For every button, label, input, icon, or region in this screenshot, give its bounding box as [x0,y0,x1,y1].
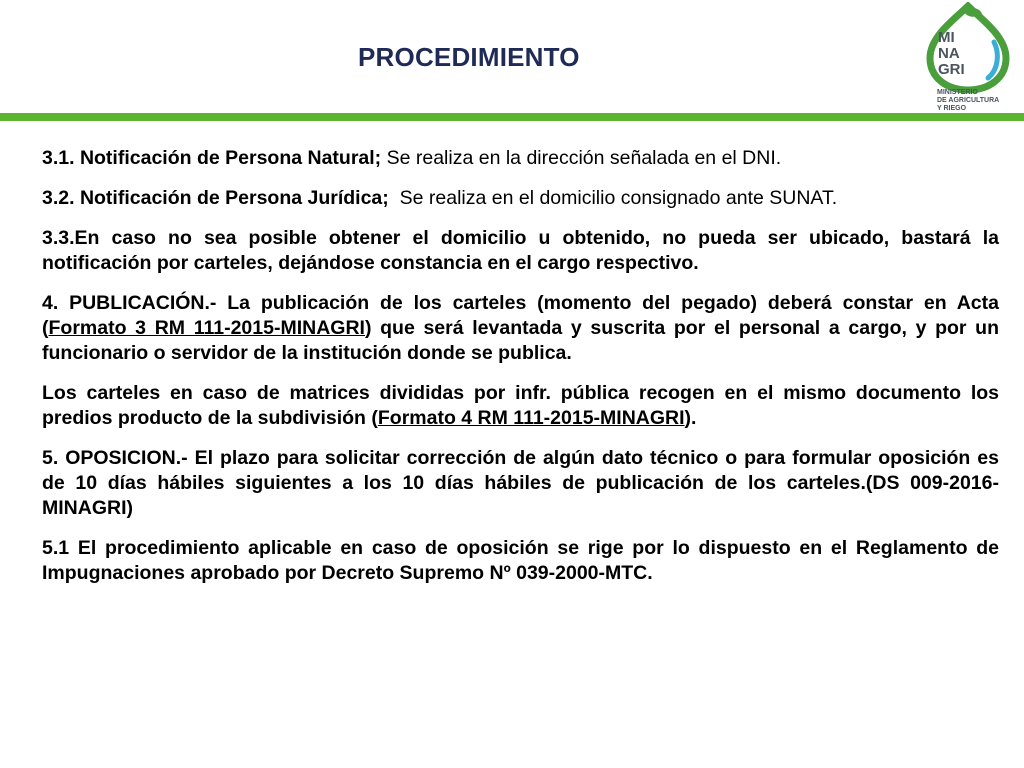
paragraph-3-1 [42,146,999,171]
paragraph-3-3: 3.3.En caso no sea posible obtener el domicilio u obtenido, no pueda ser ubicado, bastará la notificación por carteles, dejándose constancia en el cargo respectivo. [42,227,999,274]
paragraph-4-text-a: 4. PUBLICACIÓN.- La publicación de los carteles (momento del pegado) deberá constar en Acta ( [42,292,999,339]
green-divider [0,113,1024,121]
paragraph-4-text-b: ) que será levantada y suscrita por el personal a cargo, y por un funcionario o servidor de la institución donde se publica. [42,317,1000,364]
logo-sub-2: DE AGRICULTURA [937,97,1000,104]
logo-line-1: MI [938,29,955,46]
paragraph-3-1-lead: 3.1. Notificación de Persona Natural; [42,147,382,169]
paragraph-carteles [42,381,999,431]
paragraph-5-oposicion: 5. OPOSICION.- El plazo para solicitar corrección de algún dato técnico o para formular oposición es de 10 días hábiles siguientes a los 10 días hábiles de publicación de los carteles.(DS 009-2016-MINAGRI) [42,447,999,519]
logo-line-2: NA [938,45,960,62]
logo-sub-1: MINISTERIO [937,89,978,96]
minagri-logo-icon [920,2,1020,114]
paragraph-4-publicacion [42,291,999,366]
paragraph-5-1: 5.1 El procedimiento aplicable en caso de oposición se rige por lo dispuesto en el Reglamento de Impugnaciones aprobado por Decreto Supremo Nº 039-2000-MTC. [42,537,999,584]
logo-line-3: GRI [938,61,965,78]
minagri-logo [920,2,1020,114]
formato-3-reference: Formato 3 RM 111-2015-MINAGRI [48,317,365,339]
paragraph-3-1-text: Se realiza en la dirección señalada en el DNI. [381,147,782,169]
paragraph-3-2-text: Se realiza en el domicilio consignado ante SUNAT. [388,187,838,209]
logo-sub-3: Y RIEGO [937,105,967,112]
slide-body [42,146,999,601]
formato-4-reference: Formato 4 RM 111-2015-MINAGRI [377,407,685,429]
paragraph-3-2-lead: 3.2. Notificación de Persona Jurídica; [42,187,389,209]
page-title: PROCEDIMIENTO [358,42,580,72]
paragraph-carteles-text-b: ). [684,407,697,429]
paragraph-3-2 [42,186,999,211]
paragraph-carteles-text-a: Los carteles en caso de matrices divididas por infr. pública recogen en el mismo documento los predios producto de la subdivisión ( [42,382,999,429]
